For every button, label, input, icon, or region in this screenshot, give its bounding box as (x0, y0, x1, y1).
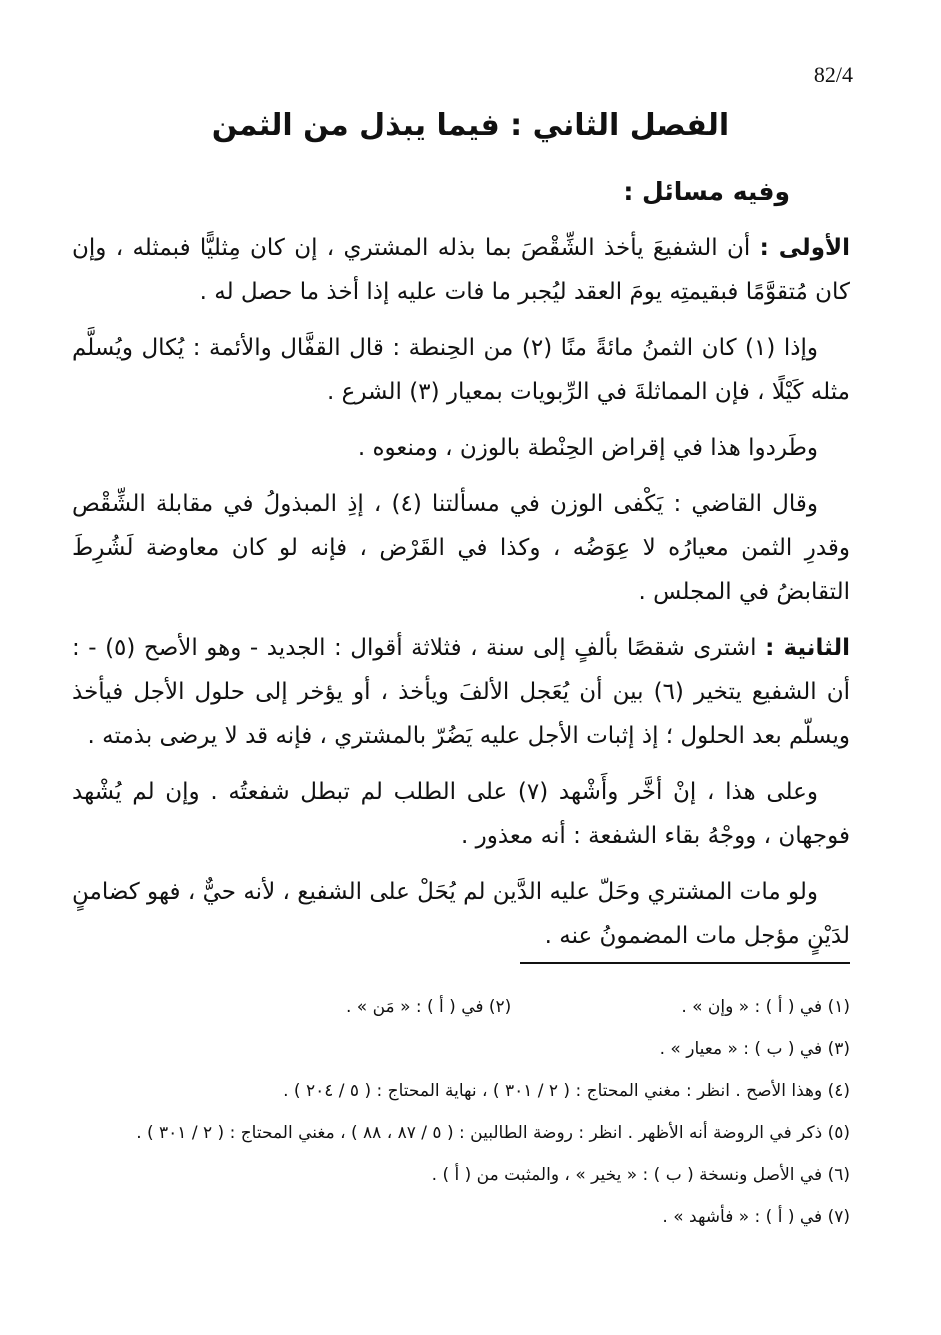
footnote-row (72, 990, 850, 1024)
paragraph-4 (72, 482, 850, 614)
footnote-7: (٧) في ( أ ) : « فأشهد » . (662, 1207, 850, 1227)
chapter-title: الفصل الثاني : فيما يبذل من الثمن (211, 108, 730, 143)
main-text (72, 170, 850, 970)
paragraph-7 (72, 870, 850, 958)
paragraph-lead: الثانية : (765, 635, 850, 661)
section-intro: وفيه مسائل : (623, 177, 790, 206)
footnote-5: (٥) ذكر في الروضة أنه الأظهر . انظر : روضة الطالبين : ( ٥ / ٨٧ ، ٨٨ ) ، مغني المحتاج : ( ٢ / ٣٠١ ) . (136, 1123, 850, 1143)
footnote-3: (٣) في ( ب ) : « معيار » . (659, 1039, 850, 1059)
paragraph-5 (72, 626, 850, 758)
paragraph-text: وقال القاضي : يَكْفى الوزن في مسألتنا (٤) ، إذِ المبذولُ في مقابلة الشِّقْص وقدرِ الثمن معيارُه لا عِوَضُه ، وكذا في القَرْض ، فإنه لو كان معاوضة لَشُرِطَ التقابضُ في المجلس . (72, 491, 850, 605)
paragraph-text: وطَردوا هذا في إقراض الحِنْطة بالوزن ، ومنعوه . (357, 435, 818, 461)
paragraph-text: أن الشفيعَ يأخذ الشِّقْصَ بما بذله المشتري ، إن كان مِثليًّا فبمثله ، وإن كان مُتقوَّمًا فبقيمتِه يومَ العقد ليُجبر ما فات عليه إذا أخذ ما حصل له . (72, 235, 850, 305)
paragraph-text: ولو مات المشتري وحَلّ عليه الدَّين لم يُحَلْ على الشفيع ، لأنه حيٌّ ، فهو كضامنٍ لدَيْنٍ مؤجل مات المضمونُ عنه . (72, 879, 850, 949)
paragraph-6 (72, 770, 850, 858)
paragraph-lead: الأولى : (759, 235, 851, 261)
footnote-1: (١) في ( أ ) : « وإن » . (681, 997, 850, 1017)
paragraph-text: وإذا (١) كان الثمنُ مائةً منًا (٢) من الحِنطة : قال القفَّال والأئمة : يُكال ويُسلَّم مثله كَيْلًا ، فإن المماثلةَ في الرِّبويات بمعيار (٣) الشرع . (72, 335, 850, 405)
paragraph-3 (72, 426, 850, 470)
footnote-4: (٤) وهذا الأصح . انظر : مغني المحتاج : ( ٢ / ٣٠١ ) ، نهاية المحتاج : ( ٥ / ٢٠٤ ) . (283, 1081, 850, 1101)
paragraph-1 (72, 226, 850, 314)
page-number: 82/4 (813, 62, 853, 87)
footnotes (72, 990, 850, 1242)
footnote-6: (٦) في الأصل ونسخة ( ب ) : « يخير » ، والمثبت من ( أ ) . (431, 1165, 850, 1185)
footnote-2: (٢) في ( أ ) : « مَن » . (346, 997, 512, 1017)
paragraph-2 (72, 326, 850, 414)
paragraph-text: وعلى هذا ، إنْ أخَّر وأَشْهد (٧) على الطلب لم تبطل شفعتُه . وإن لم يُشْهد فوجهان ، ووجْهُ بقاء الشفعة : أنه معذور . (72, 779, 850, 849)
footnote-divider (520, 962, 850, 964)
paragraph-text: اشترى شقصًا بألفٍ إلى سنة ، فثلاثة أقوال : الجديد - وهو الأصح (٥) - : أن الشفيع يتخير (٦) بين أن يُعَجل الألفَ ويأخذ ، أو يؤخر إلى حلول الأجل فيأخذ ويسلّم بعد الحلول ؛ إذ إثبات الأجل عليه يَضُرّ بالمشتري ، فإنه قد لا يرضى بذمته . (72, 635, 850, 749)
